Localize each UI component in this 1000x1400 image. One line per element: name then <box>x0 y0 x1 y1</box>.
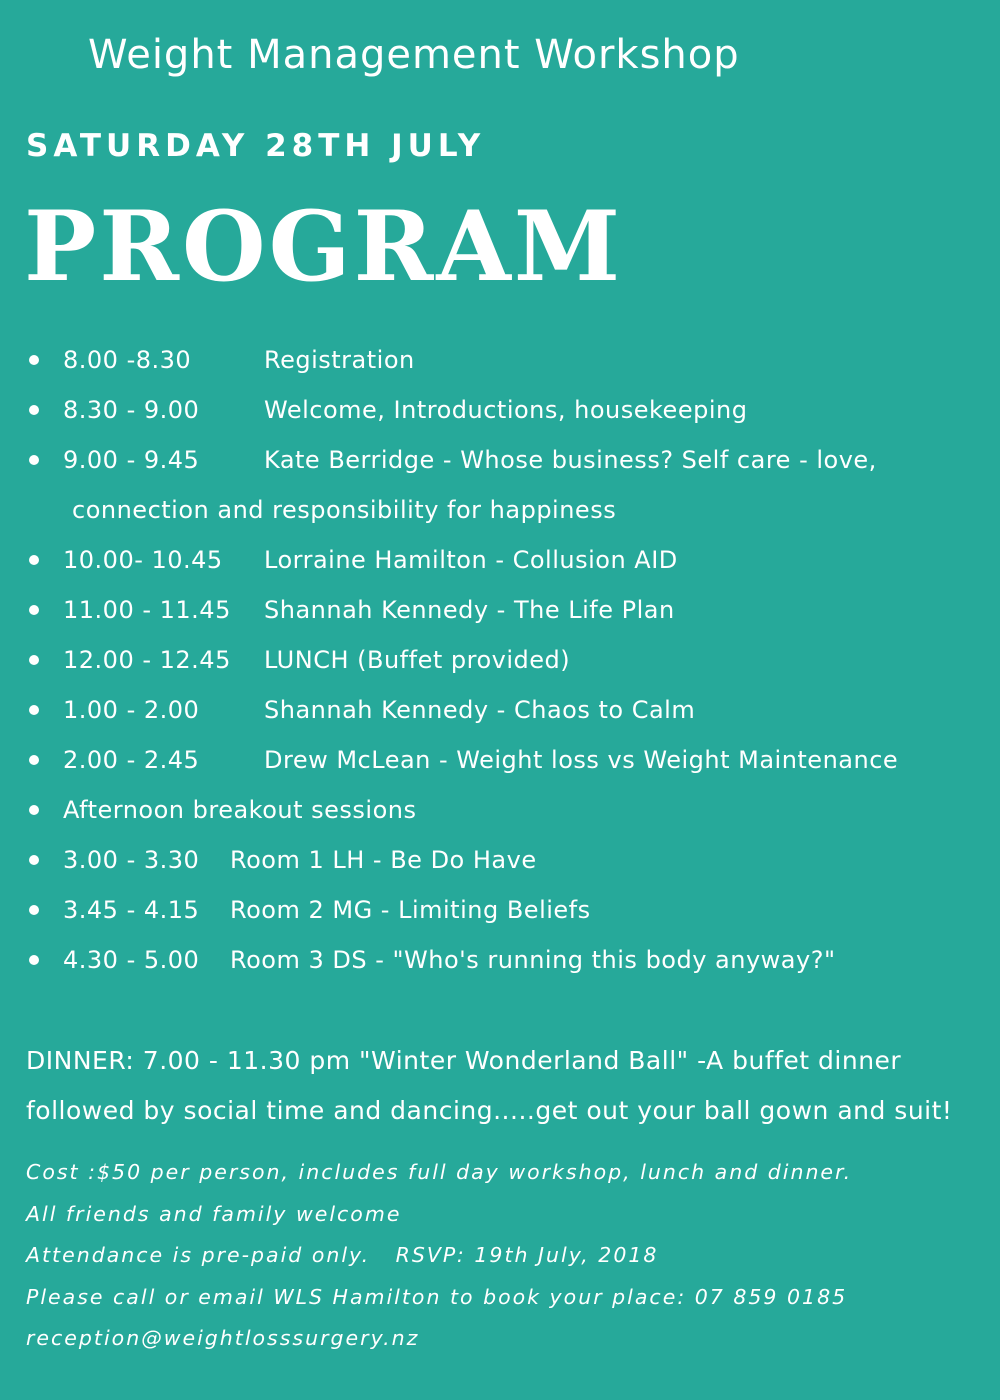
schedule-item-chaos-to-calm <box>24 685 696 735</box>
schedule-description: Room 2 MG - Limiting Beliefs <box>230 896 591 924</box>
contact-note: Please call or email WLS Hamilton to book your place: 07 859 0185 <box>26 1284 848 1309</box>
bullet-icon <box>29 405 39 415</box>
schedule-description: Shannah Kennedy - The Life Plan <box>264 596 675 624</box>
schedule-item-registration <box>24 335 415 385</box>
bullet-icon <box>29 655 39 665</box>
schedule-item-room-2 <box>24 885 591 935</box>
schedule-description: Room 3 DS - "Who's running this body anyway?" <box>230 946 836 974</box>
schedule-description: Welcome, Introductions, housekeeping <box>264 396 748 424</box>
schedule-description: Room 1 LH - Be Do Have <box>230 846 537 874</box>
schedule-item-welcome <box>24 385 748 435</box>
schedule-time: 2.00 - 2.45 <box>63 746 200 774</box>
schedule-description: Shannah Kennedy - Chaos to Calm <box>264 696 696 724</box>
dinner-line-1: DINNER: 7.00 - 11.30 pm "Winter Wonderland Ball" -A buffet dinner <box>26 1046 902 1075</box>
bullet-icon <box>29 955 39 965</box>
schedule-time: 1.00 - 2.00 <box>63 696 200 724</box>
schedule-item-continuation <box>24 485 617 535</box>
workshop-title: Weight Management Workshop <box>88 32 740 78</box>
schedule-description: Afternoon breakout sessions <box>63 796 417 824</box>
bullet-icon <box>29 705 39 715</box>
schedule-list <box>24 335 899 985</box>
event-notes <box>26 1152 852 1360</box>
bullet-icon <box>29 855 39 865</box>
schedule-item-lorraine-hamilton <box>24 535 678 585</box>
schedule-item-drew-mclean <box>24 735 899 785</box>
schedule-item-breakout <box>24 785 417 835</box>
bullet-icon <box>29 555 39 565</box>
bullet-icon <box>29 355 39 365</box>
bullet-icon <box>29 755 39 765</box>
bullet-icon <box>29 905 39 915</box>
schedule-item-life-plan <box>24 585 675 635</box>
schedule-time: 11.00 - 11.45 <box>63 596 231 624</box>
schedule-time: 3.45 - 4.15 <box>63 896 200 924</box>
schedule-description: Kate Berridge - Whose business? Self care - love, <box>264 446 877 474</box>
schedule-time: 8.30 - 9.00 <box>63 396 200 424</box>
schedule-time: 10.00- 10.45 <box>63 546 223 574</box>
schedule-description: Drew McLean - Weight loss vs Weight Maintenance <box>264 746 899 774</box>
schedule-description-continued: connection and responsibility for happiness <box>72 496 617 524</box>
bullet-icon <box>29 605 39 615</box>
schedule-time: 9.00 - 9.45 <box>63 446 200 474</box>
schedule-time: 8.00 -8.30 <box>63 346 192 374</box>
schedule-item-room-3 <box>24 935 836 985</box>
schedule-item-lunch <box>24 635 571 685</box>
schedule-description: Lorraine Hamilton - Collusion AID <box>264 546 678 574</box>
welcome-note: All friends and family welcome <box>26 1201 402 1226</box>
bullet-icon <box>29 805 39 815</box>
event-date: SATURDAY 28TH JULY <box>26 128 486 164</box>
schedule-time: 12.00 - 12.45 <box>63 646 231 674</box>
schedule-item-kate-berridge <box>24 435 877 485</box>
schedule-description: Registration <box>264 346 415 374</box>
schedule-item-room-1 <box>24 835 537 885</box>
bullet-icon <box>29 455 39 465</box>
page-heading: PROGRAM <box>24 190 624 303</box>
cost-note: Cost :$50 per person, includes full day workshop, lunch and dinner. <box>26 1160 853 1184</box>
dinner-info <box>26 1036 986 1136</box>
schedule-time: 4.30 - 5.00 <box>63 946 200 974</box>
schedule-description: LUNCH (Buffet provided) <box>264 646 571 674</box>
schedule-time: 3.00 - 3.30 <box>63 846 200 874</box>
dinner-line-2: followed by social time and dancing.....get out your ball gown and suit! <box>26 1096 953 1125</box>
contact-email[interactable]: reception@weightlosssurgery.nz <box>26 1326 420 1351</box>
attendance-note: Attendance is pre-paid only. RSVP: 19th July, 2018 <box>26 1243 659 1268</box>
